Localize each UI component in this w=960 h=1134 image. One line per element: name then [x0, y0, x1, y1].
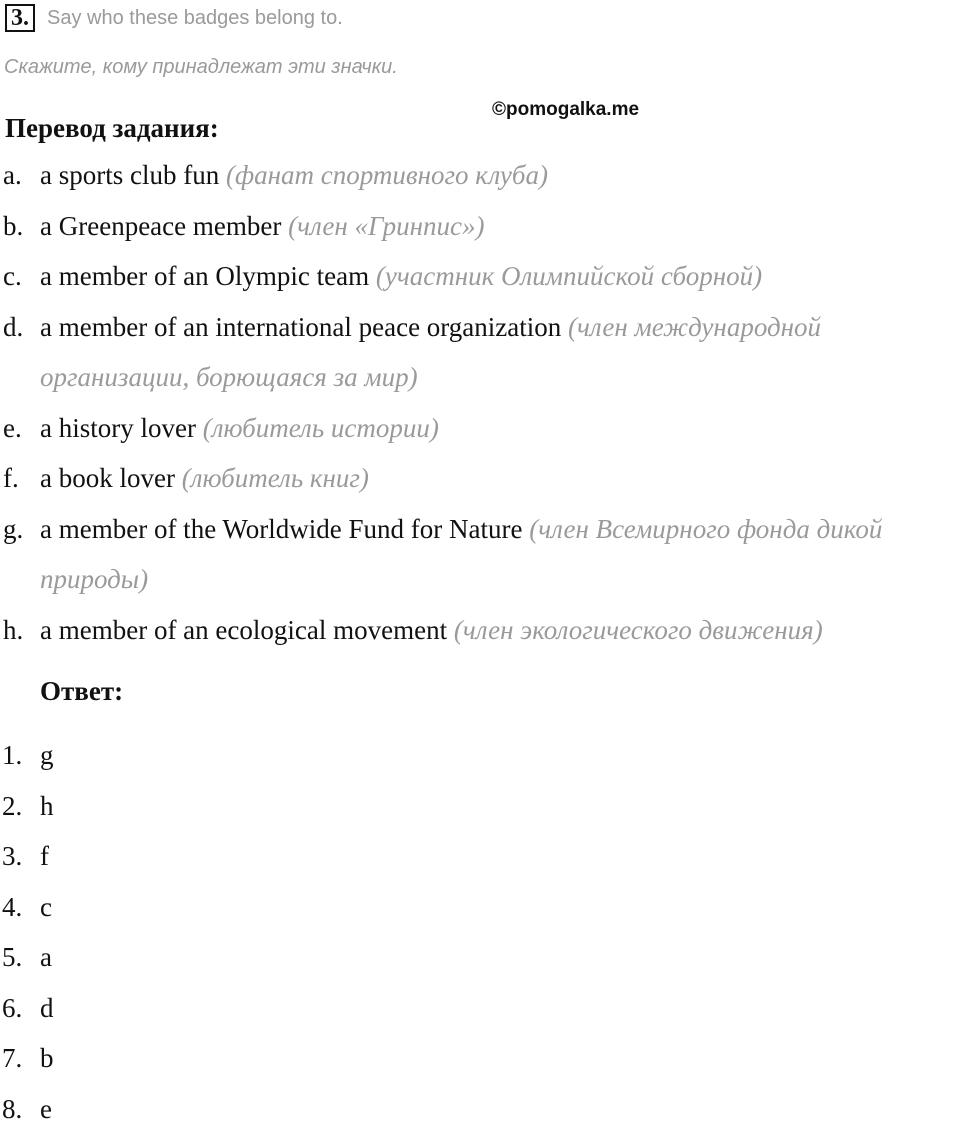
answer-value: f: [40, 831, 49, 882]
answer-number: 7.: [2, 1033, 22, 1084]
item-text: a sports club fun: [40, 160, 219, 190]
item-marker: g.: [3, 504, 23, 555]
answer-number: 6.: [2, 983, 22, 1034]
item-marker: f.: [3, 453, 19, 504]
item-text: a Greenpeace member: [40, 211, 281, 241]
item-marker: c.: [3, 251, 22, 302]
translation-item-b: [0, 201, 960, 252]
translation-item-g: [0, 504, 960, 605]
watermark: ©pomogalka.me: [492, 99, 639, 121]
answer-number: 3.: [2, 831, 22, 882]
translation-item-c: [0, 251, 960, 302]
answer-value: a: [40, 932, 52, 983]
item-gloss: (любитель книг): [182, 463, 369, 493]
translation-item-h: [0, 605, 960, 656]
item-text: a member of an Olympic team: [40, 261, 369, 291]
translation-list: [0, 150, 960, 655]
answer-item: [0, 781, 300, 832]
answer-item: [0, 932, 300, 983]
answer-item: [0, 1084, 300, 1134]
item-text: a member of an ecological movement: [40, 615, 447, 645]
item-gloss: (участник Олимпийской сборной): [376, 261, 762, 291]
item-marker: h.: [3, 605, 23, 656]
translation-item-f: [0, 453, 960, 504]
translation-item-a: [0, 150, 960, 201]
item-gloss: (любитель истории): [203, 413, 439, 443]
item-gloss: (член экологического движения): [454, 615, 823, 645]
item-gloss: (фанат спортивного клуба): [226, 160, 548, 190]
answer-value: d: [40, 983, 54, 1034]
answer-number: 1.: [2, 730, 22, 781]
item-text: a member of an international peace organization: [40, 312, 561, 342]
answer-number: 4.: [2, 882, 22, 933]
answer-number: 2.: [2, 781, 22, 832]
answer-value: g: [40, 730, 54, 781]
answer-item: [0, 730, 300, 781]
answer-number: 8.: [2, 1084, 22, 1134]
task-instruction-en: Say who these badges belong to.: [47, 7, 343, 30]
translation-item-e: [0, 403, 960, 454]
answer-value: c: [40, 882, 52, 933]
item-text: a book lover: [40, 463, 175, 493]
answer-item: [0, 882, 300, 933]
item-marker: e.: [3, 403, 22, 454]
answer-heading: Ответ:: [40, 676, 123, 707]
answer-value: h: [40, 781, 54, 832]
answer-value: b: [40, 1033, 54, 1084]
answer-item: [0, 831, 300, 882]
translation-item-d: [0, 302, 960, 403]
task-number-box: 3.: [5, 4, 35, 32]
answer-value: e: [40, 1084, 52, 1134]
answer-item: [0, 1033, 300, 1084]
item-marker: a.: [3, 150, 22, 201]
item-text: a member of the Worldwide Fund for Nature: [40, 514, 522, 544]
item-gloss: (член «Гринпис»): [288, 211, 484, 241]
translation-heading: Перевод задания:: [5, 113, 219, 144]
item-text: a history lover: [40, 413, 196, 443]
task-instruction-ru: Скажите, кому принадлежат эти значки.: [4, 56, 398, 79]
item-gloss: (член международной организации, борющаяся за мир): [40, 312, 821, 393]
item-gloss: (член Всемирного фонда дикой природы): [40, 514, 882, 595]
answer-list: [0, 730, 300, 1134]
item-marker: d.: [3, 302, 23, 353]
answer-number: 5.: [2, 932, 22, 983]
item-marker: b.: [3, 201, 23, 252]
answer-item: [0, 983, 300, 1034]
